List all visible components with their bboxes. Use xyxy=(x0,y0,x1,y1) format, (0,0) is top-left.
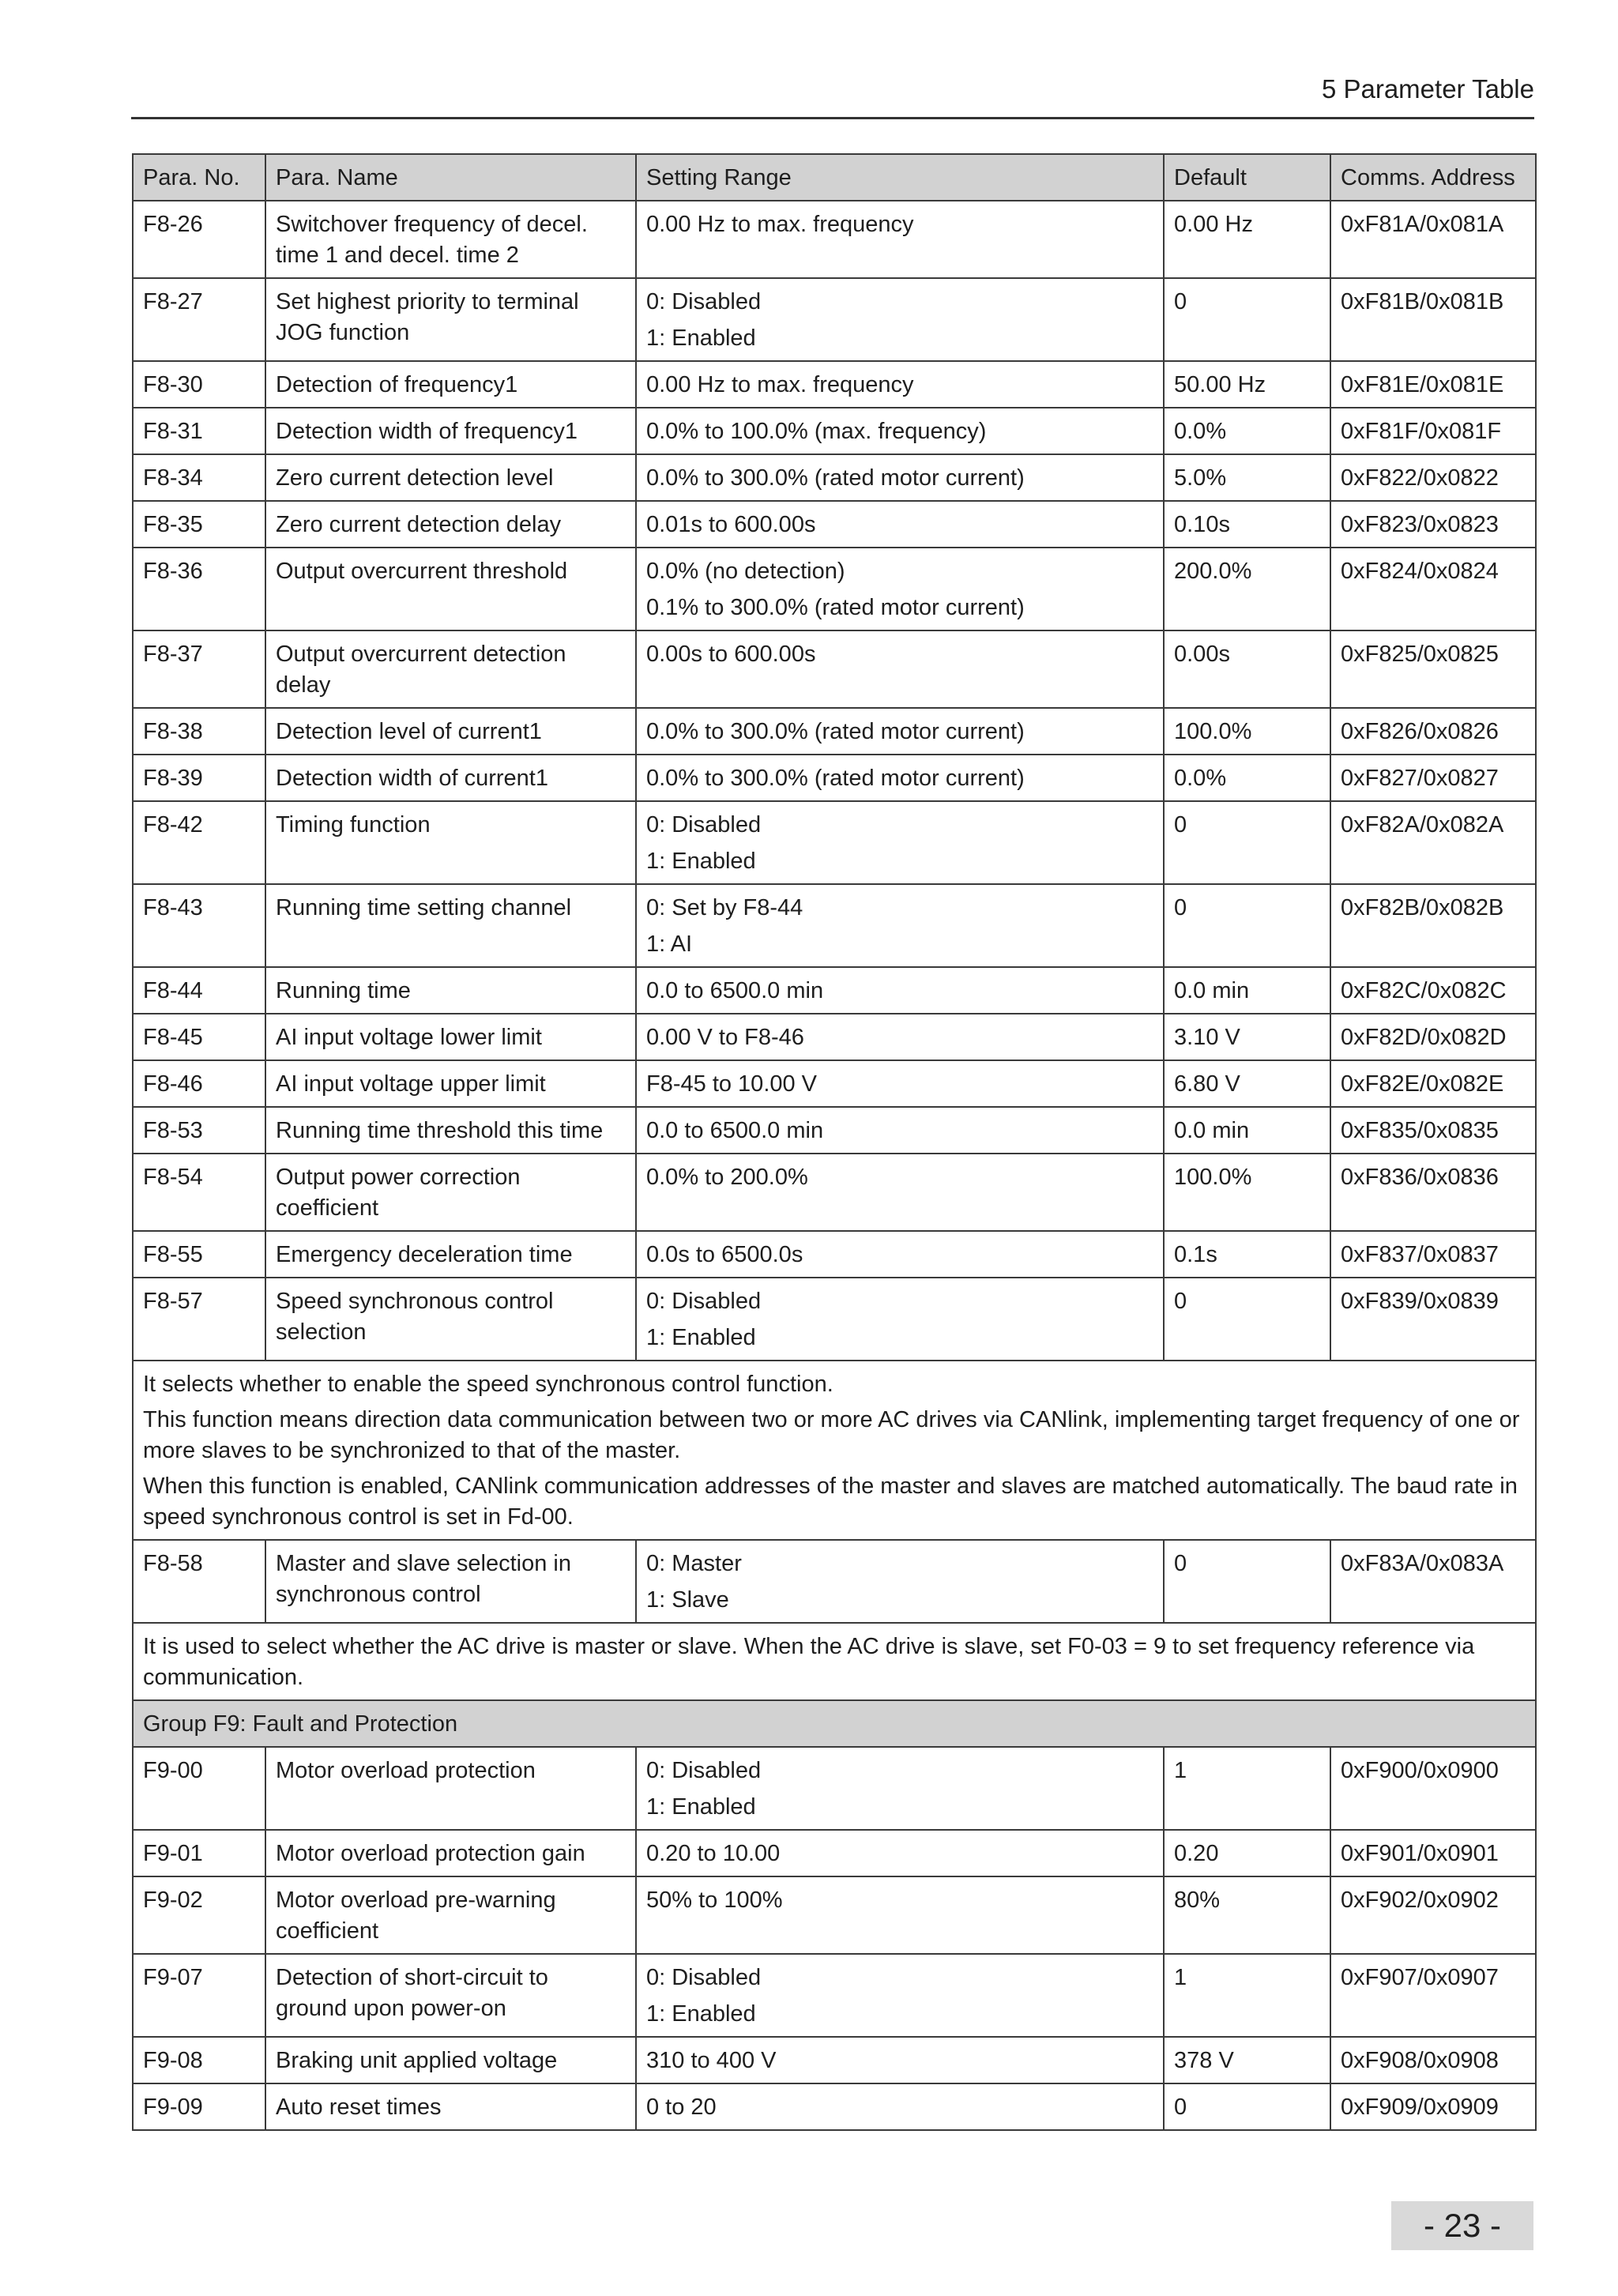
setting-option: 0.00 V to F8-46 xyxy=(646,1025,804,1050)
table-row xyxy=(133,2037,1536,2083)
cell-default: 6.80 V xyxy=(1164,1060,1330,1107)
setting-option: 0.0% to 300.0% (rated motor current) xyxy=(646,766,1025,791)
setting-option: 1: Enabled xyxy=(646,1794,756,1820)
cell-default: 0.1s xyxy=(1164,1231,1330,1278)
cell-para-no: F8-55 xyxy=(133,1231,265,1278)
cell-setting-range xyxy=(636,2037,1164,2083)
cell-para-name: Detection of frequency1 xyxy=(265,361,636,408)
cell-default: 80% xyxy=(1164,1876,1330,1954)
setting-option: 0.0% to 200.0% xyxy=(646,1165,808,1190)
cell-comms-address: 0xF836/0x0836 xyxy=(1330,1154,1536,1231)
cell-para-name: Detection width of frequency1 xyxy=(265,408,636,454)
column-header-setting-range: Setting Range xyxy=(636,154,1164,201)
cell-setting-range xyxy=(636,1060,1164,1107)
setting-option: 0.00 Hz to max. frequency xyxy=(646,212,914,237)
cell-para-name: Running time threshold this time xyxy=(265,1107,636,1154)
table-row xyxy=(133,1154,1536,1231)
setting-option: 1: Enabled xyxy=(646,2001,756,2027)
note-paragraph: It selects whether to enable the speed synchronous control function. xyxy=(143,1372,833,1397)
table-row xyxy=(133,708,1536,755)
page-number: - 23 - xyxy=(1391,2201,1533,2250)
note-row xyxy=(133,1623,1536,1700)
cell-para-no: F8-38 xyxy=(133,708,265,755)
cell-para-name: Master and slave selection in synchronous control xyxy=(265,1540,636,1623)
table-row xyxy=(133,361,1536,408)
table-row xyxy=(133,1747,1536,1830)
cell-default: 0.0% xyxy=(1164,408,1330,454)
note-row xyxy=(133,1361,1536,1540)
table-row xyxy=(133,501,1536,548)
table-row xyxy=(133,1830,1536,1876)
cell-setting-range xyxy=(636,1876,1164,1954)
setting-option: 0 to 20 xyxy=(646,2095,717,2120)
setting-option: 0.0s to 6500.0s xyxy=(646,1242,803,1267)
cell-setting-range xyxy=(636,1278,1164,1361)
cell-para-name: Set highest priority to terminal JOG function xyxy=(265,278,636,361)
setting-option: 50% to 100% xyxy=(646,1888,783,1913)
cell-default: 0.00 Hz xyxy=(1164,201,1330,278)
cell-default: 0 xyxy=(1164,2083,1330,2130)
note-paragraph: It is used to select whether the AC drive is master or slave. When the AC drive is slave, set F0-03 = 9 to set frequency reference via communication. xyxy=(143,1634,1475,1690)
cell-default: 50.00 Hz xyxy=(1164,361,1330,408)
cell-comms-address: 0xF824/0x0824 xyxy=(1330,548,1536,630)
cell-para-name: AI input voltage upper limit xyxy=(265,1060,636,1107)
table-body xyxy=(133,201,1536,2130)
note-cell xyxy=(133,1623,1536,1700)
cell-comms-address: 0xF82B/0x082B xyxy=(1330,884,1536,967)
cell-comms-address: 0xF82D/0x082D xyxy=(1330,1014,1536,1060)
cell-para-no: F8-57 xyxy=(133,1278,265,1361)
setting-option: 0.20 to 10.00 xyxy=(646,1841,781,1866)
cell-para-name: Speed synchronous control selection xyxy=(265,1278,636,1361)
cell-para-no: F8-34 xyxy=(133,454,265,501)
setting-option: 0.0% (no detection) xyxy=(646,559,845,584)
cell-comms-address: 0xF902/0x0902 xyxy=(1330,1876,1536,1954)
column-header-para-no: Para. No. xyxy=(133,154,265,201)
cell-default: 1 xyxy=(1164,1954,1330,2037)
table-row xyxy=(133,1278,1536,1361)
cell-para-name: Braking unit applied voltage xyxy=(265,2037,636,2083)
setting-option: 0.0% to 300.0% (rated motor current) xyxy=(646,465,1025,491)
cell-para-no: F8-42 xyxy=(133,801,265,884)
setting-option: F8-45 to 10.00 V xyxy=(646,1071,818,1097)
setting-option: 0: Disabled xyxy=(646,1965,762,1990)
cell-comms-address: 0xF837/0x0837 xyxy=(1330,1231,1536,1278)
setting-option: 1: Enabled xyxy=(646,849,756,874)
table-row xyxy=(133,454,1536,501)
cell-para-name: Detection of short-circuit to ground upon power-on xyxy=(265,1954,636,2037)
cell-comms-address: 0xF901/0x0901 xyxy=(1330,1830,1536,1876)
cell-para-name: Output overcurrent detection delay xyxy=(265,630,636,708)
cell-default: 200.0% xyxy=(1164,548,1330,630)
table-row xyxy=(133,278,1536,361)
cell-default: 0.00s xyxy=(1164,630,1330,708)
group-heading: Group F9: Fault and Protection xyxy=(133,1700,1536,1747)
cell-comms-address: 0xF81B/0x081B xyxy=(1330,278,1536,361)
table-row xyxy=(133,1014,1536,1060)
cell-para-no: F9-09 xyxy=(133,2083,265,2130)
setting-option: 0.0% to 100.0% (max. frequency) xyxy=(646,419,987,444)
table-row xyxy=(133,1954,1536,2037)
note-cell xyxy=(133,1361,1536,1540)
cell-para-no: F8-36 xyxy=(133,548,265,630)
cell-default: 3.10 V xyxy=(1164,1014,1330,1060)
cell-default: 0.20 xyxy=(1164,1830,1330,1876)
cell-comms-address: 0xF823/0x0823 xyxy=(1330,501,1536,548)
column-header-para-name: Para. Name xyxy=(265,154,636,201)
cell-para-no: F8-26 xyxy=(133,201,265,278)
setting-option: 1: Enabled xyxy=(646,1325,756,1350)
section-title: 5 Parameter Table xyxy=(1321,74,1534,104)
setting-option: 0.01s to 600.00s xyxy=(646,512,816,537)
setting-option: 0: Disabled xyxy=(646,812,762,837)
cell-para-name: Output overcurrent threshold xyxy=(265,548,636,630)
cell-para-no: F8-27 xyxy=(133,278,265,361)
cell-comms-address: 0xF822/0x0822 xyxy=(1330,454,1536,501)
cell-default: 100.0% xyxy=(1164,1154,1330,1231)
setting-option: 0: Master xyxy=(646,1551,742,1576)
column-header-default: Default xyxy=(1164,154,1330,201)
cell-default: 0 xyxy=(1164,884,1330,967)
cell-setting-range xyxy=(636,1014,1164,1060)
cell-para-no: F8-43 xyxy=(133,884,265,967)
setting-option: 0.00 Hz to max. frequency xyxy=(646,372,914,397)
cell-default: 0 xyxy=(1164,278,1330,361)
cell-setting-range xyxy=(636,630,1164,708)
cell-para-no: F8-31 xyxy=(133,408,265,454)
cell-para-name: Motor overload protection gain xyxy=(265,1830,636,1876)
cell-para-name: Output power correction coefficient xyxy=(265,1154,636,1231)
cell-para-name: Motor overload protection xyxy=(265,1747,636,1830)
cell-para-name: Auto reset times xyxy=(265,2083,636,2130)
cell-default: 0 xyxy=(1164,801,1330,884)
cell-default: 1 xyxy=(1164,1747,1330,1830)
cell-setting-range xyxy=(636,278,1164,361)
table-row xyxy=(133,1107,1536,1154)
cell-comms-address: 0xF835/0x0835 xyxy=(1330,1107,1536,1154)
cell-para-no: F9-07 xyxy=(133,1954,265,2037)
cell-para-name: Emergency deceleration time xyxy=(265,1231,636,1278)
note-paragraph: When this function is enabled, CANlink communication addresses of the master and slaves are matched automatically. The baud rate in speed synchronous control is set in Fd-00. xyxy=(143,1474,1518,1530)
cell-setting-range xyxy=(636,501,1164,548)
table-row xyxy=(133,1876,1536,1954)
cell-para-name: Motor overload pre-warning coefficient xyxy=(265,1876,636,1954)
cell-comms-address: 0xF827/0x0827 xyxy=(1330,755,1536,801)
cell-para-no: F9-08 xyxy=(133,2037,265,2083)
setting-option: 1: Slave xyxy=(646,1587,729,1613)
cell-default: 0.0 min xyxy=(1164,1107,1330,1154)
cell-para-no: F9-02 xyxy=(133,1876,265,1954)
cell-comms-address: 0xF81A/0x081A xyxy=(1330,201,1536,278)
setting-option: 0.1% to 300.0% (rated motor current) xyxy=(646,595,1025,620)
cell-default: 0.0 min xyxy=(1164,967,1330,1014)
table-row xyxy=(133,548,1536,630)
group-row xyxy=(133,1700,1536,1747)
cell-comms-address: 0xF826/0x0826 xyxy=(1330,708,1536,755)
cell-comms-address: 0xF839/0x0839 xyxy=(1330,1278,1536,1361)
cell-default: 0.10s xyxy=(1164,501,1330,548)
cell-comms-address: 0xF81E/0x081E xyxy=(1330,361,1536,408)
cell-setting-range xyxy=(636,708,1164,755)
cell-para-name: Detection width of current1 xyxy=(265,755,636,801)
parameter-table xyxy=(132,153,1537,2131)
setting-option: 1: Enabled xyxy=(646,326,756,351)
table-row xyxy=(133,1231,1536,1278)
table-row xyxy=(133,755,1536,801)
cell-para-no: F8-39 xyxy=(133,755,265,801)
cell-para-name: Detection level of current1 xyxy=(265,708,636,755)
cell-setting-range xyxy=(636,801,1164,884)
cell-setting-range xyxy=(636,1540,1164,1623)
cell-comms-address: 0xF908/0x0908 xyxy=(1330,2037,1536,2083)
cell-comms-address: 0xF900/0x0900 xyxy=(1330,1747,1536,1830)
cell-comms-address: 0xF82A/0x082A xyxy=(1330,801,1536,884)
cell-comms-address: 0xF82C/0x082C xyxy=(1330,967,1536,1014)
cell-comms-address: 0xF83A/0x083A xyxy=(1330,1540,1536,1623)
table-row xyxy=(133,630,1536,708)
cell-setting-range xyxy=(636,2083,1164,2130)
cell-setting-range xyxy=(636,361,1164,408)
cell-setting-range xyxy=(636,884,1164,967)
table-row xyxy=(133,2083,1536,2130)
cell-para-no: F8-37 xyxy=(133,630,265,708)
cell-para-no: F8-44 xyxy=(133,967,265,1014)
cell-comms-address: 0xF825/0x0825 xyxy=(1330,630,1536,708)
cell-setting-range xyxy=(636,548,1164,630)
setting-option: 0: Disabled xyxy=(646,289,762,314)
cell-setting-range xyxy=(636,1747,1164,1830)
cell-setting-range xyxy=(636,755,1164,801)
setting-option: 0.00s to 600.00s xyxy=(646,642,816,667)
table-row xyxy=(133,801,1536,884)
cell-default: 378 V xyxy=(1164,2037,1330,2083)
table-row xyxy=(133,1540,1536,1623)
note-paragraph: This function means direction data communication between two or more AC drives via CANlink, implementing target frequency of one or more slaves to be synchronized to that of the master. xyxy=(143,1407,1520,1463)
cell-comms-address: 0xF81F/0x081F xyxy=(1330,408,1536,454)
cell-default: 0.0% xyxy=(1164,755,1330,801)
cell-default: 0 xyxy=(1164,1278,1330,1361)
cell-default: 100.0% xyxy=(1164,708,1330,755)
cell-para-no: F8-30 xyxy=(133,361,265,408)
cell-para-no: F8-58 xyxy=(133,1540,265,1623)
cell-comms-address: 0xF909/0x0909 xyxy=(1330,2083,1536,2130)
table-row xyxy=(133,884,1536,967)
cell-comms-address: 0xF907/0x0907 xyxy=(1330,1954,1536,2037)
setting-option: 0: Disabled xyxy=(646,1758,762,1783)
setting-option: 0.0 to 6500.0 min xyxy=(646,978,824,1003)
cell-comms-address: 0xF82E/0x082E xyxy=(1330,1060,1536,1107)
table-row xyxy=(133,1060,1536,1107)
cell-para-no: F9-01 xyxy=(133,1830,265,1876)
setting-option: 1: AI xyxy=(646,932,693,957)
cell-para-no: F8-45 xyxy=(133,1014,265,1060)
cell-setting-range xyxy=(636,1231,1164,1278)
cell-setting-range xyxy=(636,1954,1164,2037)
setting-option: 0: Disabled xyxy=(646,1289,762,1314)
cell-para-name: Running time setting channel xyxy=(265,884,636,967)
cell-para-name: Zero current detection delay xyxy=(265,501,636,548)
table-header-row xyxy=(133,154,1536,201)
cell-para-no: F8-46 xyxy=(133,1060,265,1107)
setting-option: 0: Set by F8-44 xyxy=(646,895,803,920)
cell-setting-range xyxy=(636,1154,1164,1231)
cell-para-name: Switchover frequency of decel. time 1 and decel. time 2 xyxy=(265,201,636,278)
cell-setting-range xyxy=(636,454,1164,501)
cell-para-name: Running time xyxy=(265,967,636,1014)
cell-setting-range xyxy=(636,967,1164,1014)
cell-para-no: F9-00 xyxy=(133,1747,265,1830)
header-divider xyxy=(131,117,1534,119)
cell-setting-range xyxy=(636,1107,1164,1154)
table-row xyxy=(133,967,1536,1014)
column-header-comms-address: Comms. Address xyxy=(1330,154,1536,201)
cell-default: 5.0% xyxy=(1164,454,1330,501)
cell-para-no: F8-35 xyxy=(133,501,265,548)
cell-para-name: Timing function xyxy=(265,801,636,884)
setting-option: 0.0% to 300.0% (rated motor current) xyxy=(646,719,1025,744)
setting-option: 0.0 to 6500.0 min xyxy=(646,1118,824,1143)
cell-setting-range xyxy=(636,1830,1164,1876)
table-row xyxy=(133,201,1536,278)
cell-para-no: F8-54 xyxy=(133,1154,265,1231)
setting-option: 310 to 400 V xyxy=(646,2048,777,2073)
cell-para-no: F8-53 xyxy=(133,1107,265,1154)
cell-para-name: Zero current detection level xyxy=(265,454,636,501)
cell-setting-range xyxy=(636,201,1164,278)
table-row xyxy=(133,408,1536,454)
cell-para-name: AI input voltage lower limit xyxy=(265,1014,636,1060)
cell-default: 0 xyxy=(1164,1540,1330,1623)
cell-setting-range xyxy=(636,408,1164,454)
